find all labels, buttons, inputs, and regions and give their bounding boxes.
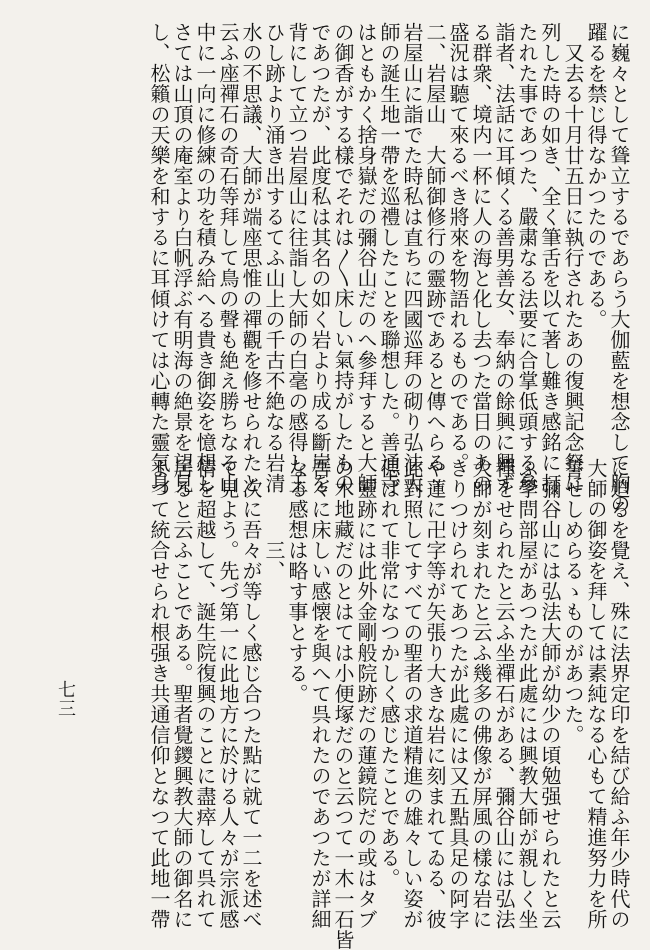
text-column: 師の誕生地一帶を巡禮したことを聯想した。善通寺: [377, 22, 401, 494]
text-column: 禪をせられたと云ふ坐禪石がある、彌谷山には弘法: [492, 458, 516, 930]
text-column: 躍るを禁じ得なかつたのである。: [584, 22, 608, 330]
text-column: 吾々に床しい感懐を與へて呉れたのであつたが詳細: [308, 458, 332, 930]
text-column: 水の不思議、大師が端座思惟の禪觀を修せられたと: [239, 22, 263, 494]
text-column: や蓮に卍字等が矢張り大きな岩に刻まれてゐる、彼: [423, 458, 447, 930]
text-column: 情を超越して、誕生院復興のことに盡瘁して呉れて: [193, 458, 217, 930]
text-column: 彌谷山には弘法大師が幼少の頃勉强せられたと云: [538, 458, 562, 930]
text-column: 偲ばれて非常になつかしく感じたことである。: [377, 458, 401, 889]
text-column: きりつけられてあつたが此處には又五點具足の阿字: [446, 458, 470, 930]
text-column: 此對照してすべての聖者の求道精進の雄々しい姿が: [400, 458, 424, 930]
text-column: ふ學問部屋があつたが此處には興教大師が親しく坐: [515, 458, 539, 930]
text-column: 誓せしめらるゝものがあつた。: [561, 458, 585, 745]
text-column: たれた事であつた、嚴粛なる法要に合掌低頭する參: [515, 22, 539, 494]
text-column: し、松籟の天樂を和するに耳傾けては心轉た靈氣身: [147, 22, 171, 494]
text-column: 列した時の如き、全く筆舌を以て著し難き感銘に打: [538, 22, 562, 494]
text-column: の木地藏だのとはては小便塚だのと云つて一木一石皆: [331, 458, 355, 950]
text-column: て見よう。先づ第一に此地方に於ける人々が宗派感: [216, 458, 240, 930]
text-column: 居ると云ふことである。聖者覺鑁興教大師の御名に: [170, 458, 194, 930]
text-column: なる感想は略す事とする。: [285, 458, 309, 704]
text-column: 次に吾々が等しく感じ合つた點に就て一二を述べ: [239, 458, 263, 930]
text-column: 二、岩屋山 大師御修行の靈跡であると傳へらるゝ: [423, 22, 447, 494]
text-column: に巍々として聳立するであらう大伽藍を想念して胸の: [607, 22, 631, 514]
text-column: 盛況は聽て來るべき將來を物語れるものである。: [446, 22, 470, 473]
text-column: 又去る十月廿五日に執行されたあの復興記念祭に: [561, 22, 585, 494]
text-column: であつたが、此度私は其名の如く岩より成る斷崖を: [308, 22, 332, 494]
text-column: 靈跡には此外金剛般院跡だの蓮鏡院だの或はタブ: [354, 458, 378, 930]
text-column: の御香がする樣でそれは〳〵床しい氣持がしたもの: [331, 22, 355, 493]
text-column: 大師が刻まれたと云ふ幾多の佛像が屏風の樣な岩に: [469, 458, 493, 930]
text-column: 大師の御姿を拜しては素純なる心もて精進努力を所: [584, 458, 608, 930]
text-column: 背にして立つ岩屋山に往詣し大師の白毫の感得し玉: [285, 22, 309, 494]
lower-text-block: [147, 458, 631, 950]
text-column: 中に一向に修練の功を積み給へる貴き御姿を憶想し: [193, 22, 217, 494]
text-column: さては山頂の庵室より白帆浮ぶ有明海の絶景を望見: [170, 22, 194, 494]
text-column: はともかく捨身嶽だの彌谷山だのへ參拜すると大師: [354, 22, 378, 494]
text-column: に迫るを覺え、殊に法界定印を結び給ふ年少時代の: [607, 458, 631, 930]
page-number: 七三: [55, 680, 76, 718]
text-column: 詣者、法話に耳傾くる善男善女、奉納の餘興に興ず: [492, 22, 516, 494]
upper-text-block: [147, 22, 631, 514]
section-divider: [18, 452, 632, 453]
text-column: よつて統合せられ根强き共通信仰となつて此地一帶: [147, 458, 171, 930]
text-column: る群衆、境内一杯に人の海と化し去つた當日のあの: [469, 22, 493, 494]
text-column: 岩屋山に詣でた時私は直ちに四國巡拜の砌り弘法大: [400, 22, 424, 494]
text-column: 三、: [262, 458, 286, 581]
text-column: ひし跡より涌き出するてふ山上の千古不絶なる岩清: [262, 22, 286, 494]
text-column: 云ふ座禪石の奇石等拜して鳥の聲も絶え勝ちなる山: [216, 22, 240, 494]
